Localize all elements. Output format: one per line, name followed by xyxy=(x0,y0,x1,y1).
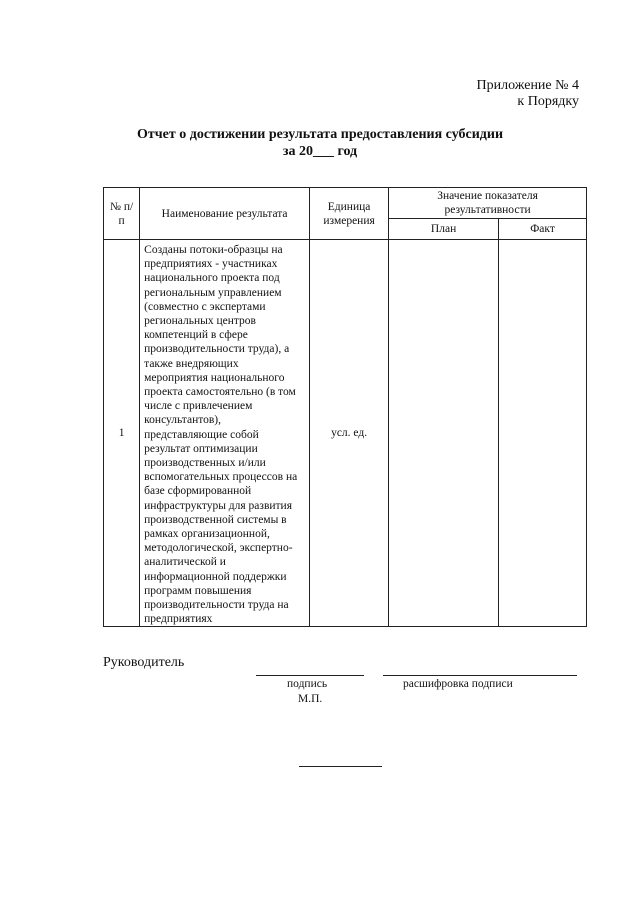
row-name: Созданы потоки-образцы на предприятиях - участниках национального проекта под региональным управлением (совместно с экспертами региональных центров компетенций в сфере производительности труда), а также внедряющих мероприятия национального проекта самостоятельно (в том числе с привлечением консультантов), представляющие собой результат оптимизации производственных и/или вспомогательных процессов на базе сформированной инфраструктуры для развития производственной системы в рамках организационной, методологической, экспертно-аналитической и информационной поддержки программ повышения производительности труда на предприятиях xyxy=(140,240,310,627)
decode-line xyxy=(383,675,577,676)
decode-caption: расшифровка подписи xyxy=(403,678,513,690)
header-value-group: Значение показателя результативности xyxy=(389,188,587,219)
header-plan: План xyxy=(389,219,499,240)
sign-line xyxy=(256,675,364,676)
row-plan xyxy=(389,240,499,627)
header-fact: Факт xyxy=(499,219,587,240)
appendix-reference xyxy=(477,78,580,110)
table-row xyxy=(104,240,587,627)
sign-caption: подпись xyxy=(287,678,328,690)
results-table xyxy=(103,187,587,627)
row-num: 1 xyxy=(104,240,140,627)
row-fact xyxy=(499,240,587,627)
report-title-main: Отчет о достижении результата предоставления субсидии xyxy=(136,127,504,142)
table-header-row xyxy=(104,188,587,219)
bottom-line xyxy=(299,766,382,767)
report-title-year: за 20___ год xyxy=(282,144,358,159)
stamp-label: М.П. xyxy=(298,693,323,705)
appendix-number: Приложение № 4 xyxy=(476,78,579,93)
report-title xyxy=(0,126,640,160)
signature-label: Руководитель xyxy=(103,655,185,670)
appendix-procedure: к Порядку xyxy=(517,94,579,109)
header-name: Наименование результата xyxy=(140,188,310,240)
header-num: № п/п xyxy=(104,188,140,240)
row-unit: усл. ед. xyxy=(310,240,389,627)
header-unit: Единица измерения xyxy=(310,188,389,240)
